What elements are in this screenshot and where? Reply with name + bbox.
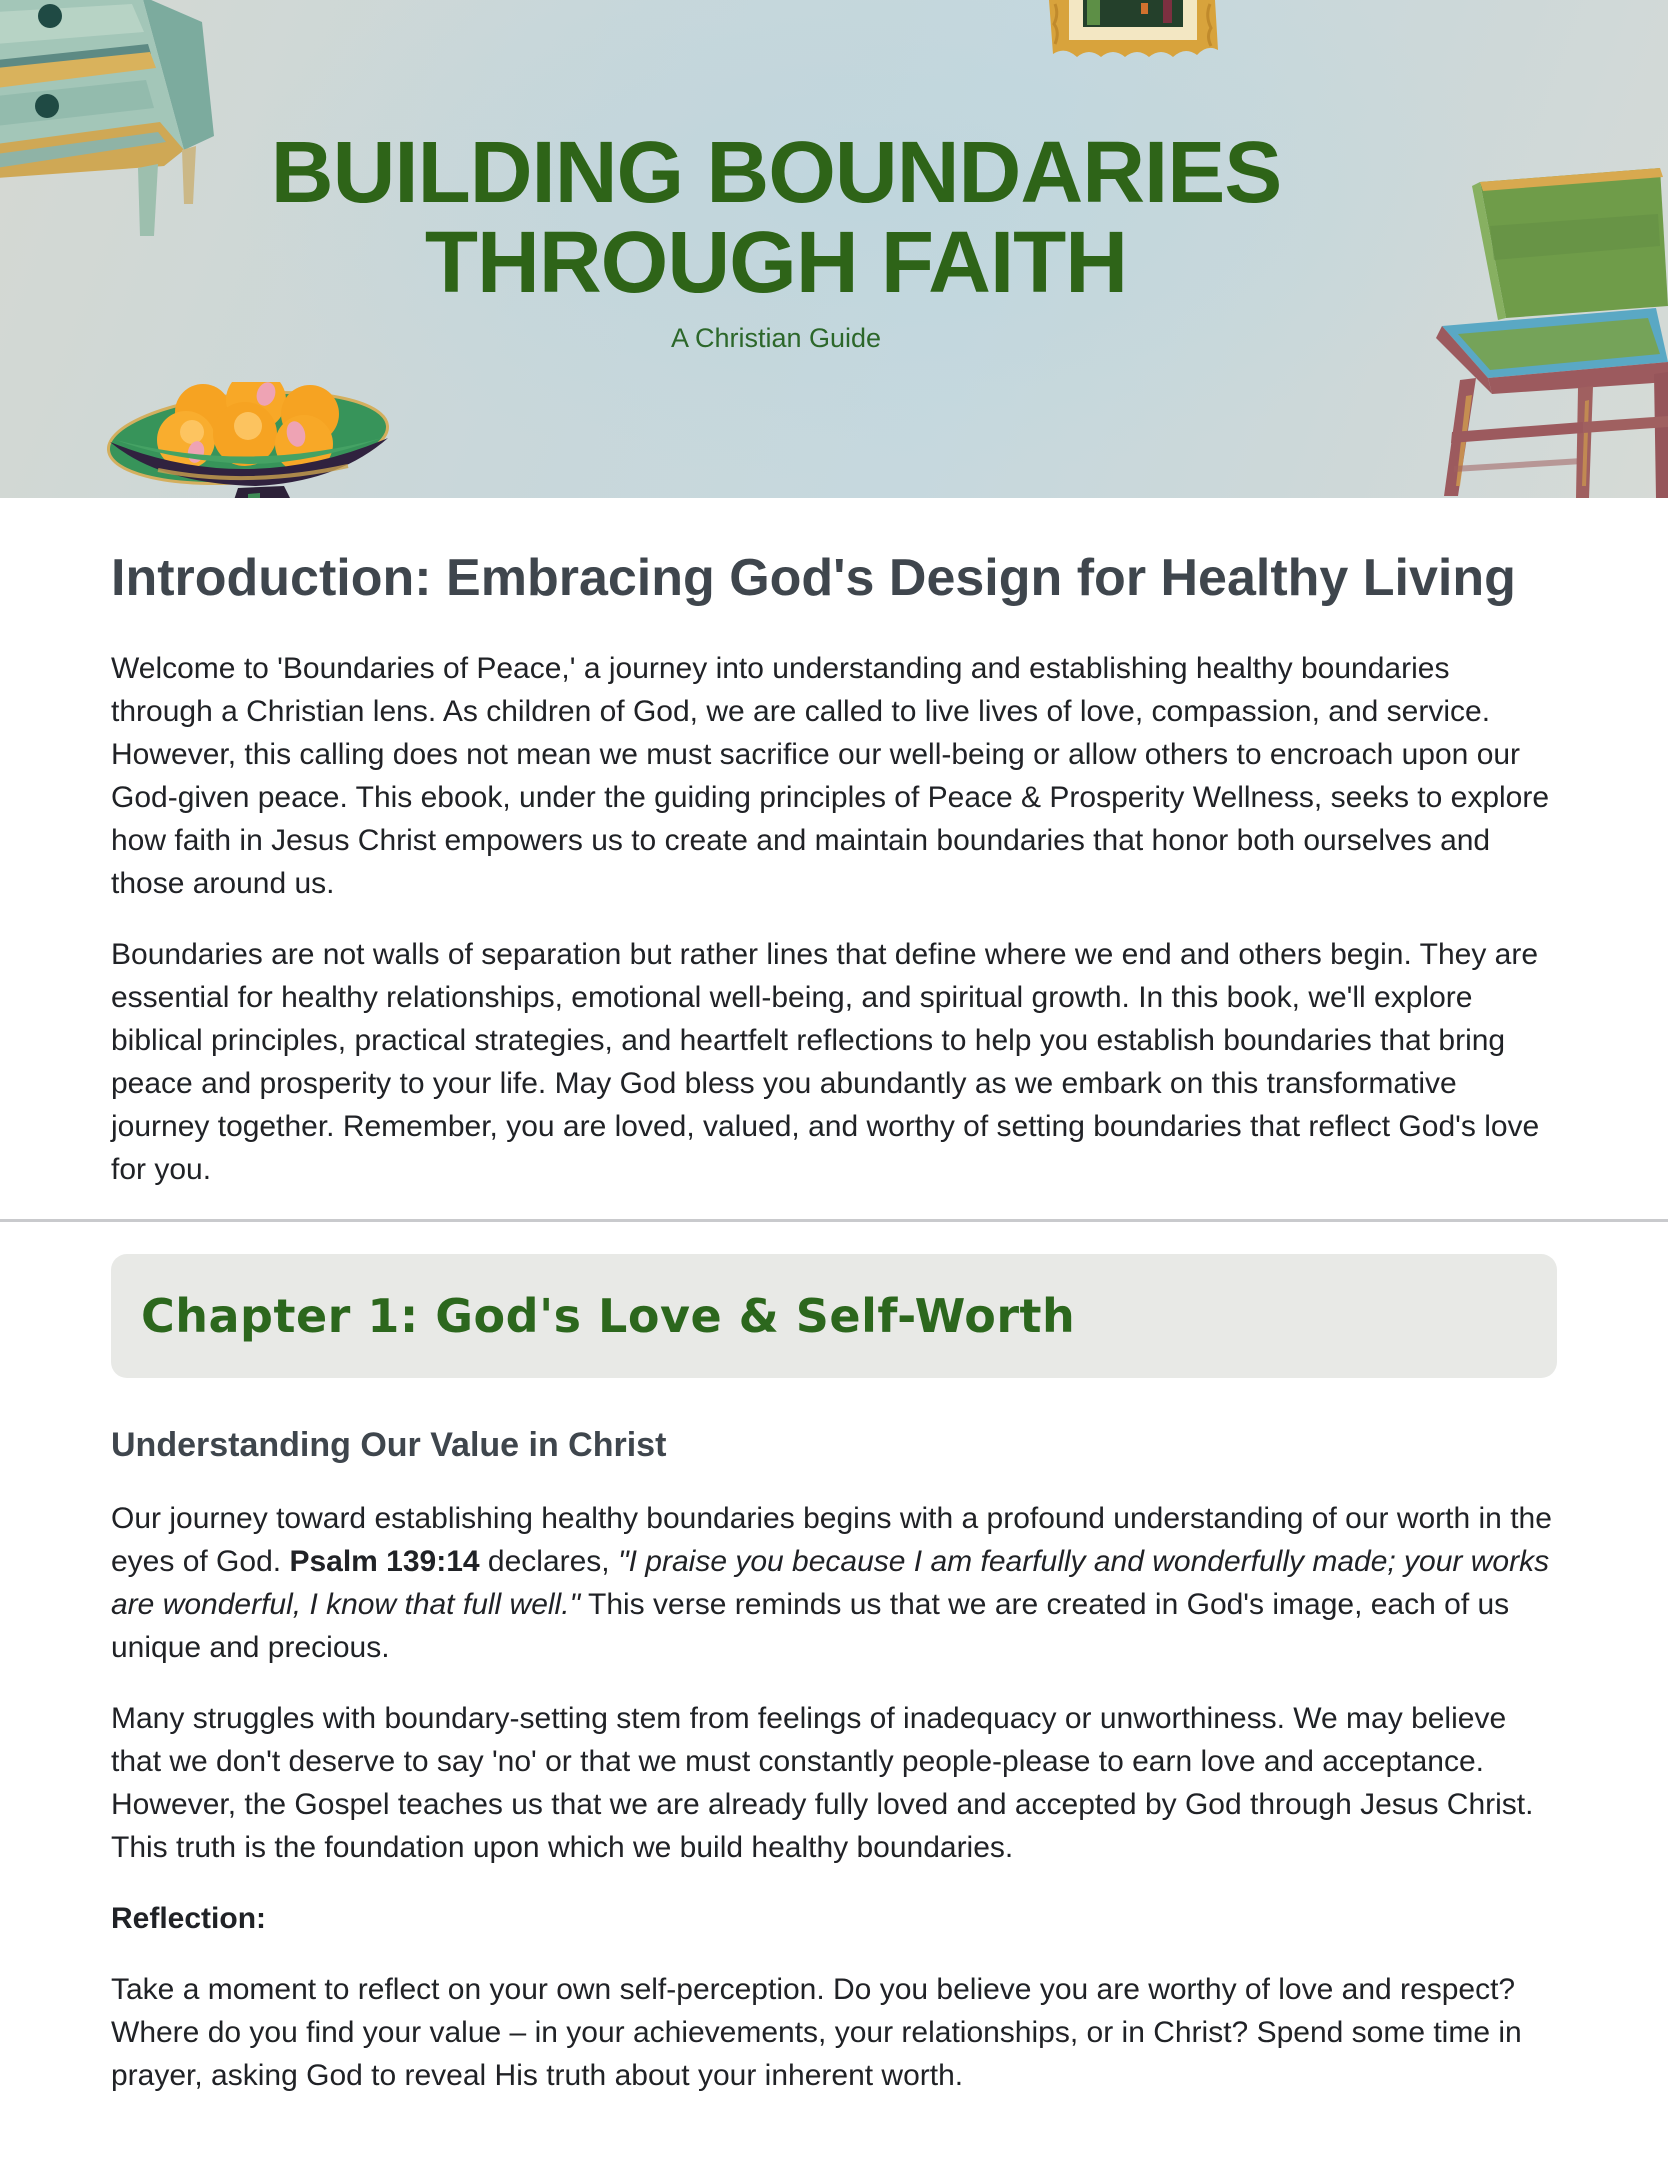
intro-heading: Introduction: Embracing God's Design for Healthy Living xyxy=(111,549,1516,607)
page-title-line1: BUILDING BOUNDARIES xyxy=(270,124,1282,221)
chapter1-paragraph-2: Many struggles with boundary-setting stem from feelings of inadequacy or unworthiness. We may believe that we don't deserve to say 'no' or that we must constantly people-please to earn love and acceptance. However, the Gospel teaches us that we are already fully loved and accepted by God through Jesus Christ. This truth is the foundation upon which we build healthy boundaries. xyxy=(111,1702,1534,1864)
fruit-bowl-illustration xyxy=(98,382,393,498)
section-divider xyxy=(0,1219,1668,1222)
chapter1-paragraph-3: Take a moment to reflect on your own self-perception. Do you believe you are worthy of love and respect? Where do you find your value – in your achievements, your relationships, or in Christ? Spend some time in prayer, asking God to reveal His truth about your inherent worth. xyxy=(111,1973,1522,2092)
intro-paragraph-2: Boundaries are not walls of separation but rather lines that define where we end and others begin. They are essential for healthy relationships, emotional well-being, and spiritual growth. In this book, we'll explore biblical principles, practical strategies, and heartfelt reflections to help you establish boundaries that bring peace and prosperity to your life. May God bless you abundantly as we embark on this transformative journey together. Remember, you are loved, valued, and worthy of setting boundaries that reflect God's love for you. xyxy=(111,938,1540,1186)
page-title xyxy=(0,0,1610,311)
intro-paragraph-1: Welcome to 'Boundaries of Peace,' a journey into understanding and establishing healthy boundaries through a Christian lens. As children of God, we are called to live lives of love, compassion, and service. However, this calling does not mean we must sacrifice our well-being or allow others to encroach upon our God-given peace. This ebook, under the guiding principles of Peace & Prosperity Wellness, seeks to explore how faith in Jesus Christ empowers us to create and maintain boundaries that honor both ourselves and those around us. xyxy=(111,652,1550,900)
chapter-title: Chapter 1: God's Love & Self-Worth xyxy=(141,1289,1076,1343)
chapter1-paragraph-1: Our journey toward establishing healthy boundaries begins with a profound understanding of our worth in the eyes of God. Psalm 139:14 declares, "I praise you because I am fearfully and wonderfully made; your works are wonderful, I know that full well." This verse reminds us that we are created in God's image, each of us unique and precious. xyxy=(111,1502,1552,1664)
page-subtitle: A Christian Guide xyxy=(670,323,882,353)
hero-header xyxy=(0,0,1668,498)
document-body xyxy=(0,541,1668,2097)
reflection-label: Reflection: xyxy=(111,1902,267,1935)
page-title-line2: THROUGH FAITH xyxy=(424,214,1128,311)
section-heading: Understanding Our Value in Christ xyxy=(111,1426,667,1464)
hero-text-block xyxy=(0,0,1610,354)
chapter-heading-box xyxy=(111,1254,1557,1378)
